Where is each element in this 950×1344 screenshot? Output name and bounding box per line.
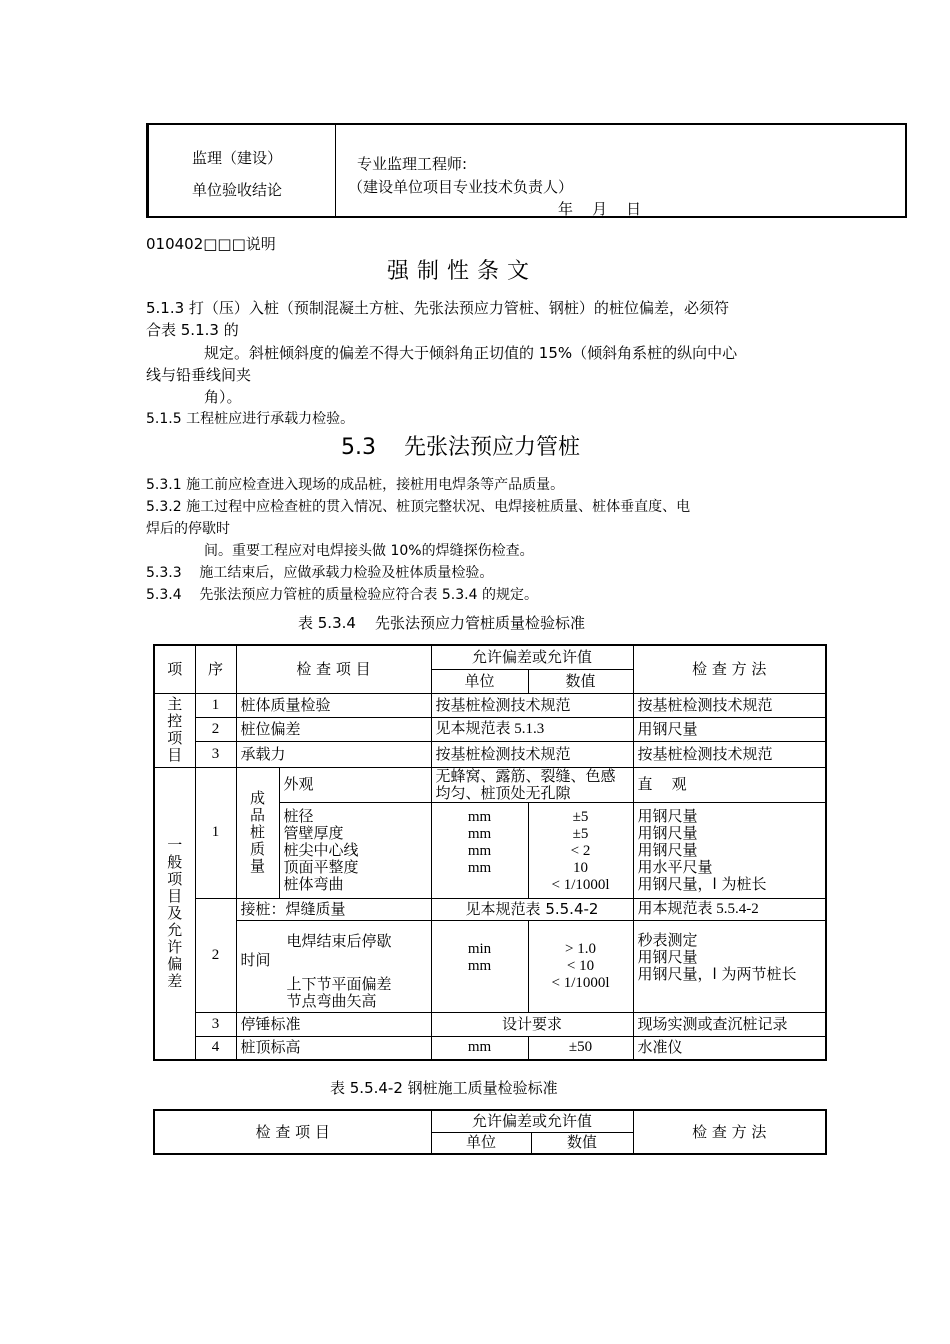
list-item: 管壁厚度 xyxy=(283,823,344,842)
table-row-seq: 4 xyxy=(195,1036,236,1060)
doc-title: 强制性条文 xyxy=(387,259,538,284)
table-row-item: 桩位偏差 xyxy=(236,717,431,741)
clause-513-line3: 规定。斜桩倾斜度的偏差不得大于倾斜角正切值的 15%（倾斜角系桩的纵向中心 xyxy=(204,344,738,362)
main-control-group: 主控项目 xyxy=(154,693,195,767)
table-row-seq: 3 xyxy=(195,1012,236,1036)
method-cell: 用钢尺量，l 为两节桩长 xyxy=(637,965,797,983)
pile-quality-table xyxy=(153,644,827,1061)
table-row-allowance: 按基桩检测技术规范 xyxy=(431,693,633,717)
table-row-value: ±50 xyxy=(528,1036,633,1060)
steel-pile-table xyxy=(153,1109,827,1155)
header-unit: 单位 xyxy=(431,669,528,693)
header-allowance: 允许偏差或允许值 xyxy=(431,1110,633,1132)
clause-513-line4: 线与铅垂线间夹 xyxy=(146,366,252,384)
owner-label: （建设单位项目专业技术负责人） xyxy=(348,178,574,196)
section-title: 5.3 先张法预应力管桩 xyxy=(341,435,580,460)
unit-cell: mm xyxy=(467,859,492,876)
item-531: 5.3.1 施工前应检查进入现场的成品桩，接桩用电焊条等产品质量。 xyxy=(146,477,565,493)
header-item: 项 xyxy=(154,645,195,693)
unit-cell: mm xyxy=(467,808,492,825)
left-label-line1: 监理（建设） xyxy=(192,149,283,167)
value-cell: < 1/1000l xyxy=(551,974,610,991)
appearance-allowance: 无蜂窝、露筋、裂缝、色感均匀、桩顶处无孔隙 xyxy=(431,767,633,802)
table-row-method: 用钢尺量 xyxy=(633,717,826,741)
table-row-allowance: 设计要求 xyxy=(431,1012,633,1036)
acceptance-conclusion-box xyxy=(146,123,907,218)
table-row-method: 按基桩检测技术规范 xyxy=(633,741,826,767)
box-divider xyxy=(335,123,336,218)
date-line: 年 月 日 xyxy=(558,200,642,218)
splice-values xyxy=(528,920,633,1012)
header-method: 检 查 方 法 xyxy=(633,1110,826,1154)
table-row-unit: mm xyxy=(431,1036,528,1060)
item-533: 5.3.3 施工结束后，应做承载力检验及桩体质量检验。 xyxy=(146,565,494,581)
clause-513-line2: 合表 5.1.3 的 xyxy=(146,321,239,339)
unit-cell: mm xyxy=(467,842,492,859)
table-row-item: 桩顶标高 xyxy=(236,1036,431,1060)
header-seq: 序 xyxy=(195,645,236,693)
weld-quality-allowance: 见本规范表 5.5.4-2 xyxy=(431,898,633,920)
table-row-seq: 2 xyxy=(195,898,236,1012)
item-532-line1: 5.3.2 施工过程中应检查桩的贯入情况、桩顶完整状况、电焊接桩质量、桩体垂直度、电 xyxy=(146,499,691,515)
appearance-item: 外观 xyxy=(279,767,431,802)
header-method: 检 查 方 法 xyxy=(633,645,826,693)
method-cell: 秒表测定 xyxy=(637,931,698,949)
item-532-line3: 间。重要工程应对电焊接头做 10%的焊缝探伤检查。 xyxy=(204,543,534,559)
dimension-items xyxy=(279,802,431,898)
method-cell: 用水平尺量 xyxy=(637,857,713,876)
table2-caption: 表 5.5.4-2 钢桩施工质量检验标准 xyxy=(330,1079,558,1097)
table-row-method: 按基桩检测技术规范 xyxy=(633,693,826,717)
table-row-item: 桩体质量检验 xyxy=(236,693,431,717)
appearance-method: 直 观 xyxy=(633,767,826,802)
list-item: 电焊结束后停歇 xyxy=(286,931,392,950)
left-label-line2: 单位验收结论 xyxy=(192,181,283,199)
dimension-values xyxy=(528,802,633,898)
splice-time-items xyxy=(236,920,431,1012)
explain-header: 010402□□□说明 xyxy=(146,235,276,253)
weld-quality-item: 接桩：焊缝质量 xyxy=(236,898,431,920)
general-group: 一般项目及允许偏差 xyxy=(154,767,195,1060)
table-row-method: 水准仪 xyxy=(633,1036,826,1060)
clause-513-line1: 5.1.3 打（压）入桩（预制混凝土方桩、先张法预应力管桩、钢桩）的桩位偏差，必须符 xyxy=(146,299,729,317)
list-item: 时间 xyxy=(240,950,271,969)
value-cell: ±5 xyxy=(572,808,589,825)
value-cell: 10 xyxy=(573,859,588,876)
finished-pile-quality-label: 成品桩质量 xyxy=(236,767,279,898)
method-cell: 用钢尺量 xyxy=(637,948,698,966)
dimension-methods xyxy=(633,802,826,898)
value-cell: < 2 xyxy=(570,842,591,859)
item-534: 5.3.4 先张法预应力管桩的质量检验应符合表 5.3.4 的规定。 xyxy=(146,587,538,603)
table-row-method: 现场实测或查沉桩记录 xyxy=(633,1012,826,1036)
splice-methods xyxy=(633,920,826,1012)
unit-cell: mm xyxy=(467,957,492,974)
table-row-item: 承载力 xyxy=(236,741,431,767)
method-cell: 用钢尺量 xyxy=(637,840,698,859)
table-row-seq: 2 xyxy=(195,717,236,741)
method-cell: 用钢尺量，l 为桩长 xyxy=(637,874,767,893)
value-cell: ±5 xyxy=(572,825,589,842)
weld-quality-method: 用本规范表 5.5.4-2 xyxy=(633,898,826,920)
clause-515: 5.1.5 工程桩应进行承载力检验。 xyxy=(146,411,355,427)
list-item: 顶面平整度 xyxy=(283,857,359,876)
table-row-seq: 3 xyxy=(195,741,236,767)
item-532-line2: 焊后的停歇时 xyxy=(146,521,230,537)
unit-cell: mm xyxy=(467,825,492,842)
supervisor-label: 专业监理工程师: xyxy=(357,155,468,173)
clause-513-line5: 角）。 xyxy=(204,388,242,406)
header-value: 数值 xyxy=(528,669,633,693)
method-cell: 用钢尺量 xyxy=(637,806,698,825)
table1-caption: 表 5.3.4 先张法预应力管桩质量检验标准 xyxy=(298,614,586,632)
header-check-item: 检 查 项 目 xyxy=(154,1110,431,1154)
header-value: 数值 xyxy=(531,1132,633,1154)
list-item: 节点弯曲矢高 xyxy=(286,991,377,1010)
list-item: 上下节平面偏差 xyxy=(286,974,392,993)
value-cell: < 1/1000l xyxy=(551,876,610,893)
splice-units xyxy=(431,920,528,1012)
list-item: 桩尖中心线 xyxy=(283,840,359,859)
list-item: 桩径 xyxy=(283,806,314,825)
header-allowance: 允许偏差或允许值 xyxy=(431,645,633,669)
method-cell: 用钢尺量 xyxy=(637,823,698,842)
table-row-seq: 1 xyxy=(195,693,236,717)
list-item: 桩体弯曲 xyxy=(283,874,344,893)
value-cell: < 10 xyxy=(566,957,595,974)
table-row-allowance: 见本规范表 5.1.3 xyxy=(431,717,633,741)
table-row-item: 停锤标准 xyxy=(236,1012,431,1036)
header-unit: 单位 xyxy=(431,1132,531,1154)
header-check-item: 检 查 项 目 xyxy=(236,645,431,693)
dimension-units xyxy=(431,802,528,898)
table-row-allowance: 按基桩检测技术规范 xyxy=(431,741,633,767)
table-row-seq: 1 xyxy=(195,767,236,898)
unit-cell: min xyxy=(467,940,492,957)
value-cell: > 1.0 xyxy=(565,940,596,957)
